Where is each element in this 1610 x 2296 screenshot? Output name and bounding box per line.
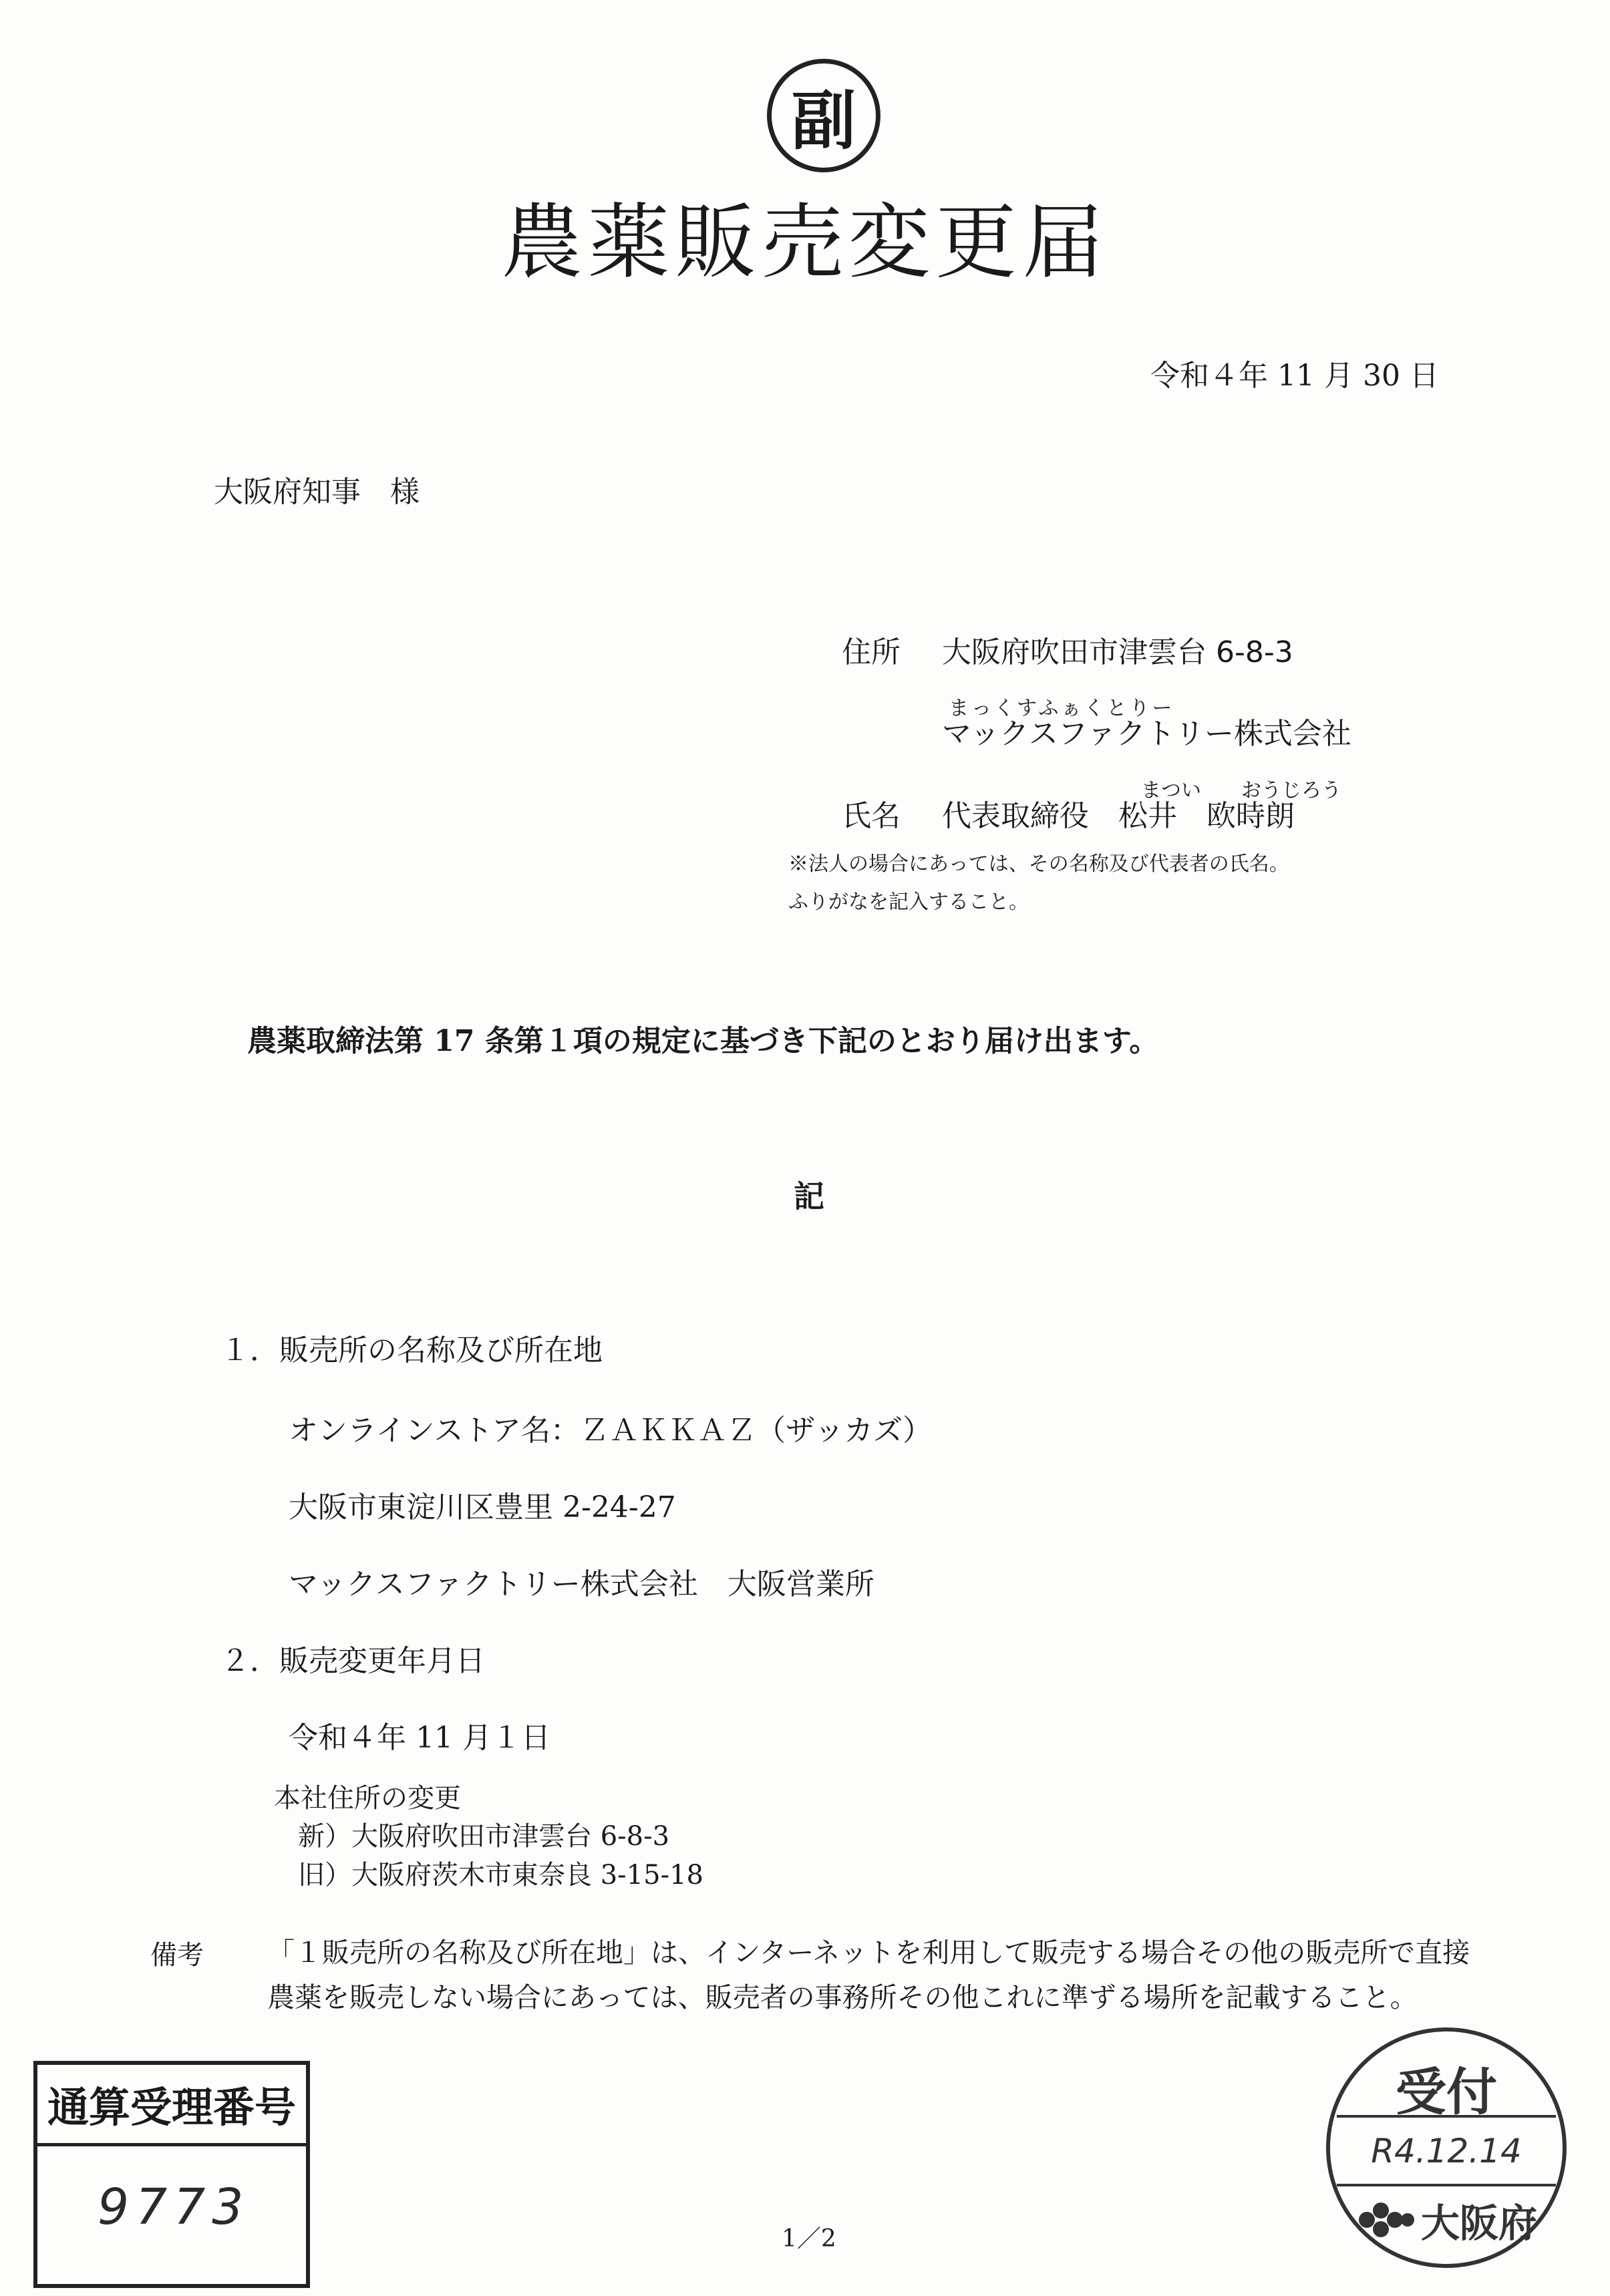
receipt-number-box [33,2061,310,2288]
addressee: 大阪府知事 様 [214,475,420,509]
section1-heading: １．販売所の名称及び所在地 [220,1333,603,1367]
copy-stamp-text: 副 [792,82,856,158]
new-address: 新）大阪府吹田市津雲台 6-8-3 [298,1821,670,1852]
change-date: 令和４年 11 月１日 [289,1721,550,1755]
representative-name: 代表取締役 松井 欧時朗 [942,799,1295,833]
received-stamp [1326,2027,1567,2268]
received-stamp-date: R4.12.14 [1371,2132,1522,2170]
remarks-text: 「１販売所の名称及び所在地」は、インターネットを利用して販売する場合その他の販売所で直接農薬を販売しない場合にあっては、販売者の事務所その他これに準ずる場所を記載すること。 [267,1937,1470,2013]
page-number: 1／2 [782,2225,836,2253]
ki-heading: 記 [794,1178,824,1214]
applicant-note-line1: ※法人の場合にあっては、その名称及び代表者の氏名。 [788,852,1289,876]
received-stamp-top: 受付 [1396,2062,1497,2122]
document-title: 農薬販売変更届 [501,195,1109,290]
received-stamp-office: 大阪府 [1421,2200,1538,2246]
company-furigana: まっくすふぁくとりー [949,697,1175,720]
section2-heading: ２．販売変更年月日 [220,1644,485,1678]
address-label: 住所 [842,635,901,669]
osaka-emblem-icon [1357,2200,1417,2240]
name-label: 氏名 [842,799,901,833]
receipt-number-label: 通算受理番号 [37,2065,306,2146]
store-location: 大阪市東淀川区豊里 2-24-27 [289,1490,676,1524]
submission-date: 令和４年 11 月 30 日 [1150,359,1439,393]
store-office: マックスファクトリー株式会社 大阪営業所 [289,1567,874,1601]
remarks-label: 備考 [150,1940,204,1971]
received-stamp-bottom [1357,2192,1537,2248]
applicant-note-line2: ふりがなを記入すること。 [788,890,1029,914]
receipt-number-value: 9773 [98,2178,251,2236]
received-stamp-divider-bottom [1337,2184,1556,2186]
store-name: オンラインストア名：ＺＡＫＫＡＺ（ザッカズ） [289,1414,933,1448]
surname-furigana: まつい [1141,779,1201,802]
change-title: 本社住所の変更 [274,1783,461,1814]
copy-stamp [767,59,880,172]
applicant-address: 大阪府吹田市津雲台 6-8-3 [942,635,1293,669]
old-address: 旧）大阪府茨木市東奈良 3-15-18 [298,1860,703,1891]
company-name: マックスファクトリー株式会社 [942,717,1351,751]
received-stamp-divider-top [1337,2115,1556,2118]
intro-statement: 農薬取締法第 17 条第１項の規定に基づき下記のとおり届け出ます。 [247,1024,1159,1058]
given-name-furigana: おうじろう [1241,779,1341,802]
